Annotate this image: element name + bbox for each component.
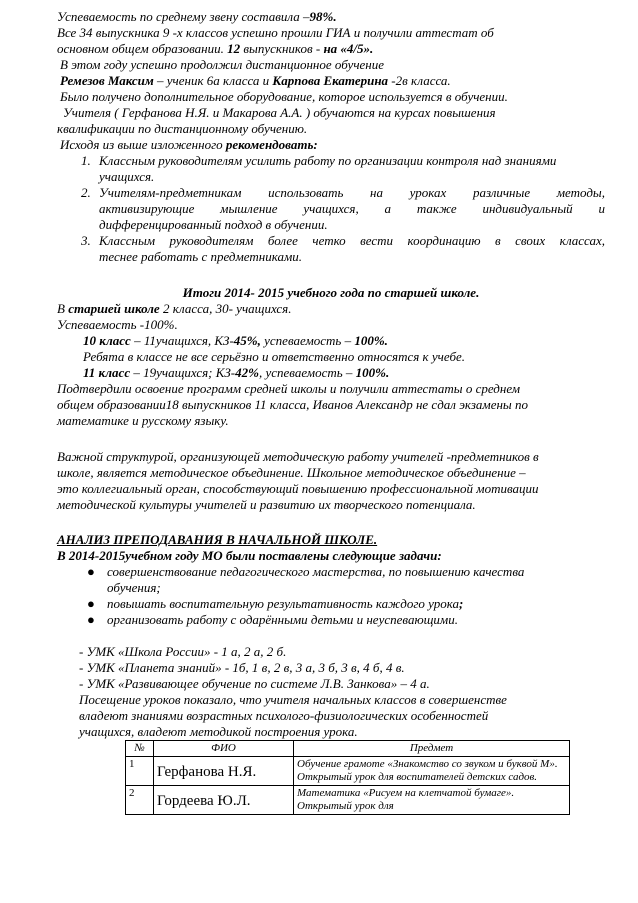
lessons-table <box>125 740 570 815</box>
text-line: Посещение уроков показало, что учителя начальных классов в совершенстве <box>79 692 507 707</box>
umk-line: - УМК «Планета знаний» - 1б, 1 в, 2 в, 3 а, 3 б, 3 в, 4 б, 4 в. <box>79 660 405 675</box>
section-subheading: В 2014-2015учебном году МО были поставлены следующие задачи: <box>57 548 442 563</box>
table-cell: 2 <box>126 786 154 815</box>
text-line: методической культуры учителей и развитию их творческого потенциала. <box>57 497 476 512</box>
list-item: 2. Учителям-предметникам использовать на уроках различные методы, активизирующие мышление учащихся, а также индивидуальный и дифференцированный подход в обучении. <box>81 185 605 232</box>
bullet-icon: ● <box>87 612 95 627</box>
text-line: основном общем образовании. 12 выпускников - на «4/5». <box>57 41 374 56</box>
table-cell: Герфанова Н.Я. <box>154 757 294 786</box>
bullet-icon: ● <box>87 564 95 579</box>
recommendations-list <box>57 153 605 265</box>
text-line: 11 класс – 19учащихся; КЗ-42%, успеваемость – 100%. <box>83 365 390 380</box>
text-line: это коллегиальный орган, способствующий повышению профессиональной мотивации <box>57 481 539 496</box>
text-line: Подтвердили освоение программ средней школы и получили аттестаты о среднем <box>57 381 521 396</box>
text-line: В этом году успешно продолжил дистанционное обучение <box>60 57 385 72</box>
table-cell: 1 <box>126 757 154 786</box>
section-title: Итоги 2014- 2015 учебного года по старшей школе. <box>182 285 480 300</box>
text-line: учащихся, владеют методикой построения урока. <box>79 724 358 739</box>
list-item: 3. Классным руководителям более четко вести координацию в своих классах, теснее работать с предметниками. <box>81 233 605 264</box>
text-line: Было получено дополнительное оборудование, которое используется в обучении. <box>60 89 508 104</box>
table-header-row <box>126 741 570 757</box>
tasks-list <box>57 564 605 628</box>
list-item: 1. Классным руководителям усилить работу по организации контроля над знаниями учащихся. <box>81 153 557 184</box>
umk-line: - УМК «Развивающее обучение по системе Л.В. Занкова» – 4 а. <box>79 676 430 691</box>
table-cell: Обучение грамоте «Знакомство со звуком и буквой М». Открытый урок для воспитателей детских садов. <box>294 757 570 786</box>
bullet-icon: ● <box>87 596 95 611</box>
text-line: Успеваемость -100%. <box>57 317 178 332</box>
table-cell: Гордеева Ю.Л. <box>154 786 294 815</box>
table-header: ФИО <box>154 741 294 757</box>
table-row <box>126 757 570 786</box>
text-line: владеют знаниями возрастных психолого-физиологических особенностей <box>79 708 489 723</box>
umk-line: - УМК «Школа России» - 1 а, 2 а, 2 б. <box>79 644 287 659</box>
section-heading: АНАЛИЗ ПРЕПОДАВАНИЯ В НАЧАЛЬНОЙ ШКОЛЕ. <box>57 532 378 547</box>
text-line: 10 класс – 11учащихся, КЗ-45%, успеваемость – 100%. <box>83 333 388 348</box>
text-line: Успеваемость по среднему звену составила –98%. <box>57 9 337 24</box>
text-line: Учителя ( Герфанова Н.Я. и Макарова А.А. ) обучаются на курсах повышения <box>63 105 496 120</box>
text-line: Все 34 выпускника 9 -х классов успешно прошли ГИА и получили аттестат об <box>57 25 494 40</box>
table-header: Предмет <box>294 741 570 757</box>
text-line: общем образовании18 выпускников 11 класса, Иванов Александр не сдал экзамены по <box>57 397 528 412</box>
text-line: Ребята в классе не все серьёзно и ответственно относятся к учебе. <box>83 349 466 364</box>
list-item: ● повышать воспитательную результативность каждого урока; <box>87 596 464 611</box>
table-row <box>126 786 570 815</box>
text-line: Исходя из выше изложенного рекомендовать: <box>60 137 318 152</box>
text-line: Ремезов Максим – ученик 6а класса и Карпова Екатерина -2в класса. <box>60 73 451 88</box>
text-line: Важной структурой, организующей методическую работу учителей -предметников в <box>57 449 539 464</box>
text-line: квалификации по дистанционному обучению. <box>57 121 308 136</box>
text-line: математике и русскому языку. <box>57 413 229 428</box>
table-cell: Математика «Рисуем на клетчатой бумаге». Открытый урок для <box>294 786 570 815</box>
list-item: ● организовать работу с одарёнными детьми и неуспевающими. <box>87 612 458 627</box>
table-header: № <box>126 741 154 757</box>
list-item: ● совершенствование педагогического мастерства, по повышению качества обучения; <box>87 564 525 595</box>
text-line: школе, является методическое объединение. Школьное методическое объединение – <box>57 465 526 480</box>
text-line: В старшей школе 2 класса, 30- учащихся. <box>57 301 292 316</box>
